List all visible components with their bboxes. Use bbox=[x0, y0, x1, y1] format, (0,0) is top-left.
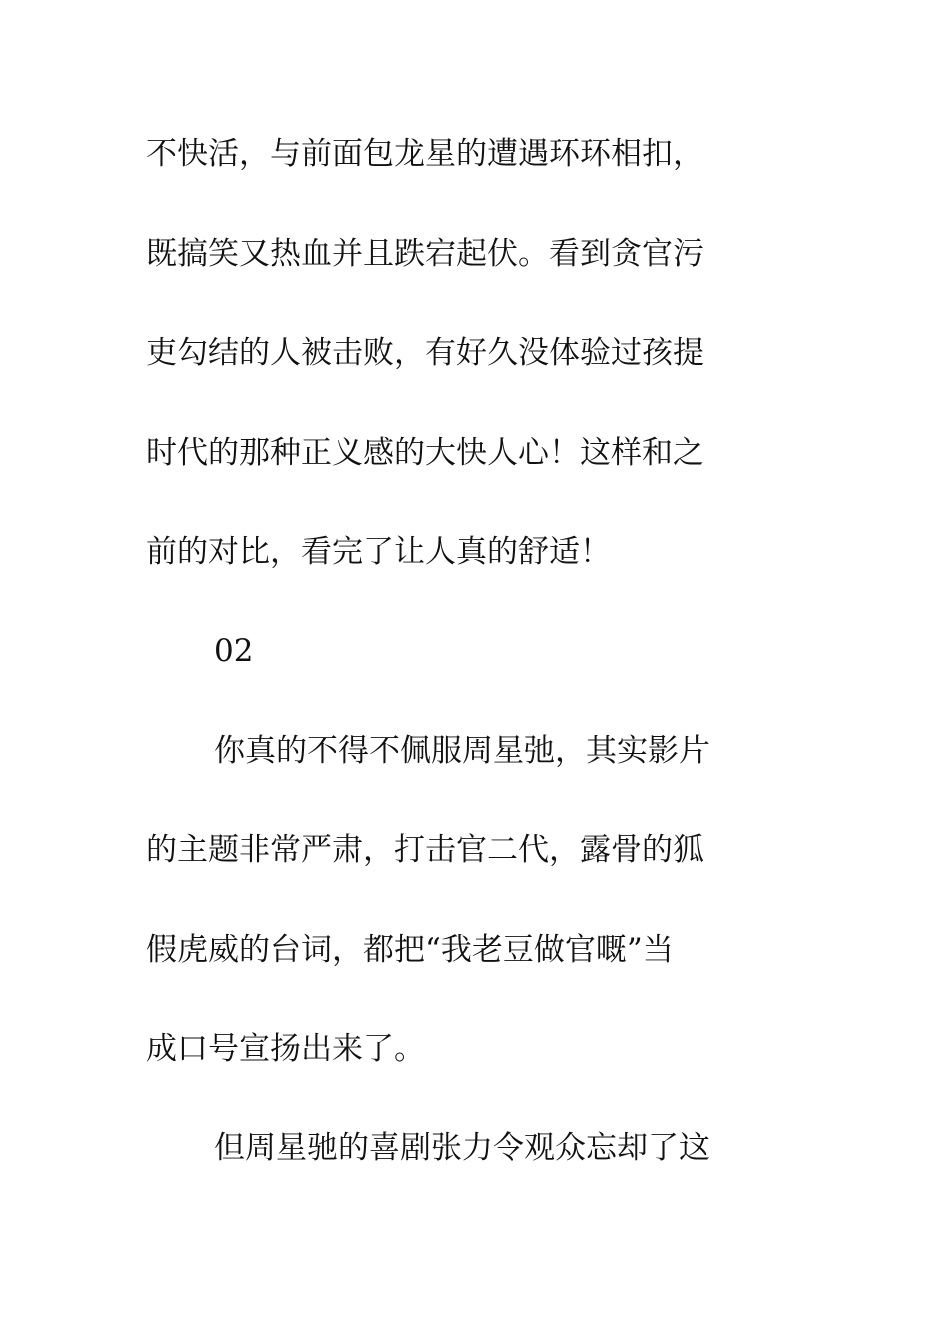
section-number: 02 bbox=[214, 633, 254, 669]
text-line: 既搞笑又热血并且跌宕起伏。看到贪官污 bbox=[146, 236, 704, 272]
text-line: 你真的不得不佩服周星弛，其实影片 bbox=[214, 733, 710, 769]
text-line: 假虎威的台词，都把“我老豆做官嘅”当 bbox=[146, 932, 674, 968]
text-line: 吏勾结的人被击败，有好久没体验过孩提 bbox=[146, 335, 704, 371]
text-line: 时代的那种正义感的大快人心！这样和之 bbox=[146, 435, 704, 471]
text-line: 不快活，与前面包龙星的遭遇环环相扣， bbox=[146, 136, 704, 172]
text-line: 前的对比，看完了让人真的舒适！ bbox=[146, 534, 611, 570]
text-line: 的主题非常严肃，打击官二代，露骨的狐 bbox=[146, 832, 704, 868]
text-line: 成口号宣扬出来了。 bbox=[146, 1031, 425, 1067]
text-line: 但周星驰的喜剧张力令观众忘却了这 bbox=[214, 1130, 710, 1166]
